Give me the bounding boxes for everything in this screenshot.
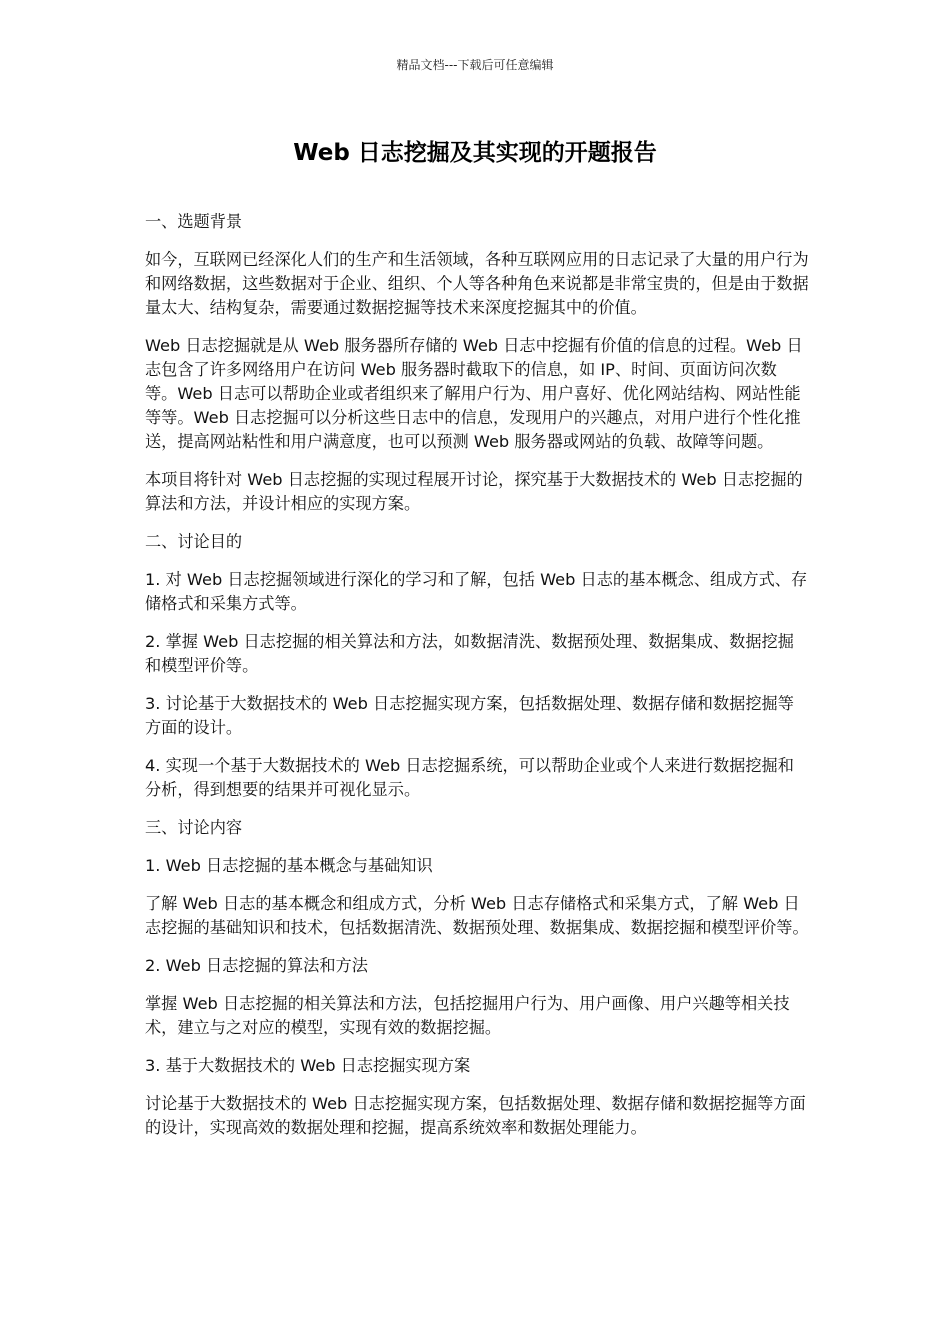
list-item: 2. 掌握 Web 日志挖掘的相关算法和方法，如数据清洗、数据预处理、数据集成、数据挖掘和模型评价等。 <box>145 632 794 675</box>
list-item: 4. 实现一个基于大数据技术的 Web 日志挖掘系统，可以帮助企业或个人来进行数据挖掘和分析，得到想要的结果并可视化显示。 <box>145 756 794 799</box>
body-paragraph: 如今，互联网已经深化人们的生产和生活领域，各种互联网应用的日志记录了大量的用户行为和网络数据，这些数据对于企业、组织、个人等各种角色来说都是非常宝贵的，但是由于数据量太大、结构复杂，需要通过数据挖掘等技术来深度挖掘其中的价值。 <box>145 250 809 317</box>
list-item: 1. 对 Web 日志挖掘领域进行深化的学习和了解，包括 Web 日志的基本概念、组成方式、存储格式和采集方式等。 <box>145 570 808 613</box>
body-paragraph: 掌握 Web 日志挖掘的相关算法和方法，包括挖掘用户行为、用户画像、用户兴趣等相关技术，建立与之对应的模型，实现有效的数据挖掘。 <box>145 994 790 1037</box>
body-paragraph: 本项目将针对 Web 日志挖掘的实现过程展开讨论，探究基于大数据技术的 Web 日志挖掘的算法和方法，并设计相应的实现方案。 <box>145 470 803 513</box>
subsection-heading: 2. Web 日志挖掘的算法和方法 <box>145 956 368 975</box>
subsection-heading: 3. 基于大数据技术的 Web 日志挖掘实现方案 <box>145 1056 471 1075</box>
document-body <box>145 210 809 1154</box>
body-paragraph: 讨论基于大数据技术的 Web 日志挖掘实现方案，包括数据处理、数据存储和数据挖掘等方面的设计，实现高效的数据处理和挖掘，提高系统效率和数据处理能力。 <box>145 1094 806 1137</box>
page-header: 精品文档---下载后可任意编辑 <box>396 58 554 72</box>
list-item: 3. 讨论基于大数据技术的 Web 日志挖掘实现方案，包括数据处理、数据存储和数据挖掘等方面的设计。 <box>145 694 794 737</box>
section-heading-background: 一、选题背景 <box>145 212 243 231</box>
body-paragraph: 了解 Web 日志的基本概念和组成方式，分析 Web 日志存储格式和采集方式，了解 Web 日志挖掘的基础知识和技术，包括数据清洗、数据预处理、数据集成、数据挖掘和模型评价等。 <box>145 894 809 937</box>
section-heading-purpose: 二、讨论目的 <box>145 532 243 551</box>
section-heading-content: 三、讨论内容 <box>145 818 243 837</box>
subsection-heading: 1. Web 日志挖掘的基本概念与基础知识 <box>145 856 433 875</box>
body-paragraph: Web 日志挖掘就是从 Web 服务器所存储的 Web 日志中挖掘有价值的信息的过程。Web 日志包含了许多网络用户在访问 Web 服务器时截取下的信息，如 IP、时间、页面访问次数等。Web 日志可以帮助企业或者组织来了解用户行为、用户喜好、优化网站结构、网站性能等等。Web 日志挖掘可以分析这些日志中的信息，发现用户的兴趣点，对用户进行个性化推送，提高网站粘性和用户满意度，也可以预测 Web 服务器或网站的负载、故障等问题。 <box>145 336 803 451</box>
document-title: Web 日志挖掘及其实现的开题报告 <box>293 140 657 166</box>
